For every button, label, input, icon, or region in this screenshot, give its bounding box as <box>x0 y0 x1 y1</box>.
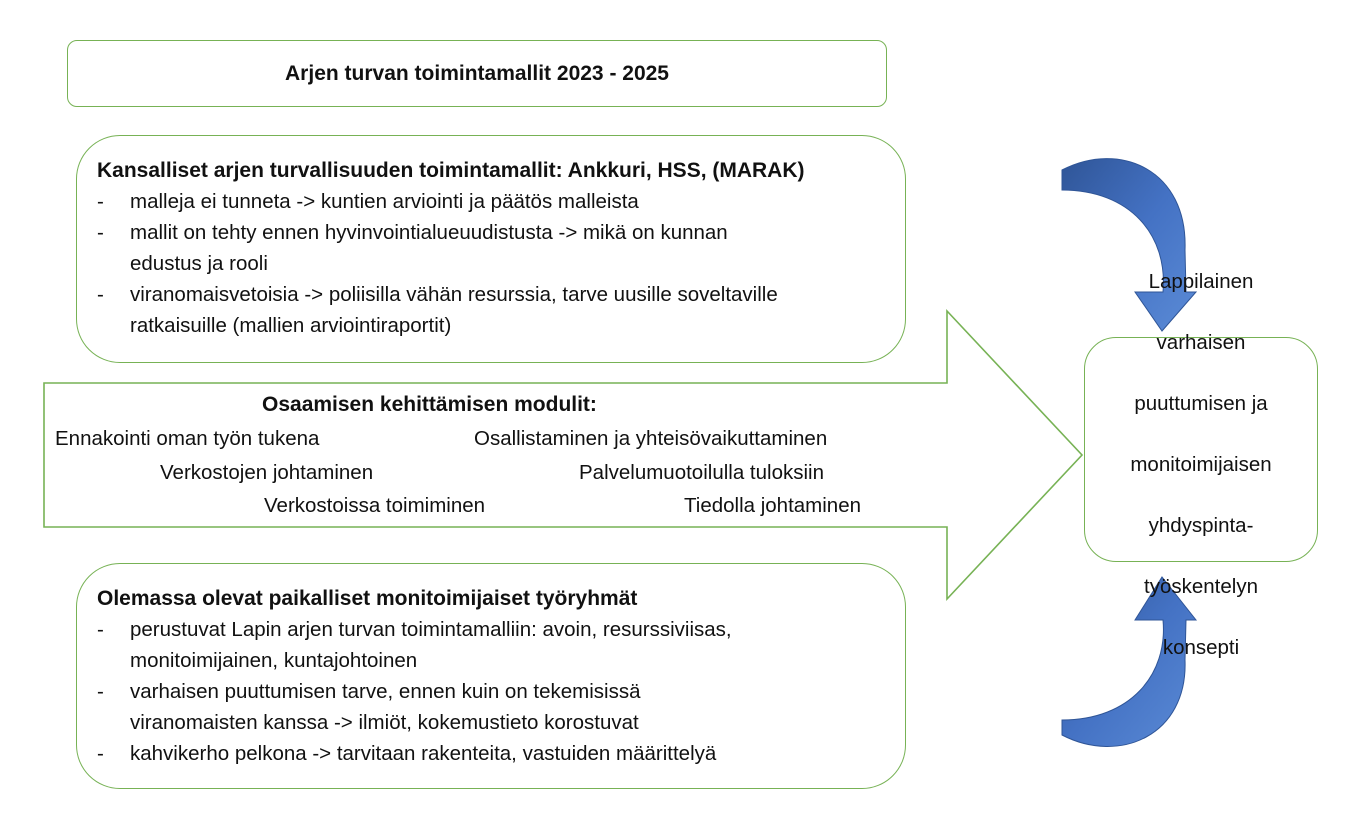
local-groups-bullet <box>97 614 891 676</box>
local-groups-box <box>76 563 906 789</box>
bullet-line: mallit on tehty ennen hyvinvointialueuudistusta -> mikä on kunnan <box>130 221 728 244</box>
concept-line: monitoimijaisen <box>1130 452 1272 476</box>
local-groups-bullet <box>97 738 891 769</box>
modules-heading: Osaamisen kehittämisen modulit: <box>262 393 597 416</box>
concept-line: Lappilainen <box>1148 269 1254 293</box>
bullet-dash: - <box>97 618 104 641</box>
module-item: Palvelumuotoilulla tuloksiin <box>579 461 824 484</box>
bullet-line: malleja ei tunneta -> kuntien arviointi ja päätös malleista <box>130 190 639 213</box>
bullet-line: viranomaisvetoisia -> poliisilla vähän resurssia, tarve uusille soveltaville <box>130 283 778 306</box>
bullet-dash: - <box>97 283 104 306</box>
local-groups-bullet <box>97 676 891 738</box>
bullet-dash: - <box>97 680 104 703</box>
concept-line: varhaisen <box>1156 330 1246 354</box>
national-models-bullet <box>97 279 891 341</box>
concept-line: työskentelyn <box>1144 574 1258 598</box>
bullet-line: viranomaisten kanssa -> ilmiöt, kokemustieto korostuvat <box>130 711 639 734</box>
diagram-title: Arjen turvan toimintamallit 2023 - 2025 <box>285 61 669 85</box>
bullet-line: ratkaisuille (mallien arviointiraportit) <box>130 314 452 337</box>
national-models-bullet <box>97 186 891 217</box>
local-groups-heading: Olemassa olevat paikalliset monitoimijaiset työryhmät <box>97 587 638 610</box>
local-groups-list <box>97 614 891 769</box>
bullet-dash: - <box>97 190 104 213</box>
concept-line: konsepti <box>1162 635 1240 659</box>
national-models-bullet <box>97 217 891 279</box>
bullet-line: edustus ja rooli <box>130 252 268 275</box>
module-item: Ennakointi oman työn tukena <box>55 427 320 450</box>
module-item: Osallistaminen ja yhteisövaikuttaminen <box>474 427 828 450</box>
bullet-line: varhaisen puuttumisen tarve, ennen kuin on tekemisissä <box>130 680 641 703</box>
bullet-dash: - <box>97 742 104 765</box>
bullet-line: perustuvat Lapin arjen turvan toimintamalliin: avoin, resurssiviisas, <box>130 618 732 641</box>
bullet-line: monitoimijainen, kuntajohtoinen <box>130 649 418 672</box>
national-models-heading: Kansalliset arjen turvallisuuden toimintamallit: Ankkuri, HSS, (MARAK) <box>97 159 805 182</box>
concept-line: puuttumisen ja <box>1134 391 1268 415</box>
concept-box <box>1084 269 1318 659</box>
bullet-line: kahvikerho pelkona -> tarvitaan rakenteita, vastuiden määrittelyä <box>130 742 717 765</box>
national-models-box <box>76 135 906 363</box>
title-box <box>67 40 887 107</box>
bullet-dash: - <box>97 221 104 244</box>
module-item: Tiedolla johtaminen <box>684 494 862 517</box>
module-item: Verkostoissa toimiminen <box>264 494 486 517</box>
concept-line: yhdyspinta- <box>1148 513 1254 537</box>
national-models-list <box>97 186 891 341</box>
module-item: Verkostojen johtaminen <box>160 461 374 484</box>
concept-text <box>1130 236 1271 663</box>
